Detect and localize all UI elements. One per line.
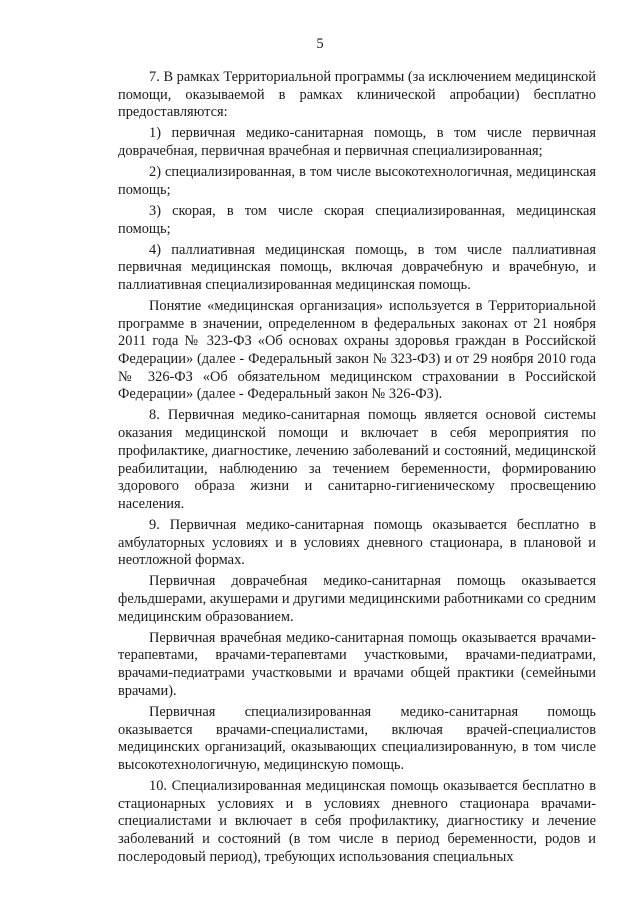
page-number: 5 <box>316 36 324 52</box>
paragraph-medical-care: Первичная врачебная медико-санитарная помощь оказывается врачами-терапевтами, врачами-терапевтами участковыми, врачами-педиатрами, врачами-педиатрами участковыми и врачами общей практики (семейными врачами). <box>118 629 596 699</box>
paragraph-subitem-1: 1) первичная медико-санитарная помощь, в том числе первичная доврачебная, первичная врачебная и первичная специализированная; <box>118 125 596 160</box>
paragraph-specialized-primary-care: Первичная специализированная медико-санитарная помощь оказывается врачами-специалистами, включая врачей-специалистов медицинских организаций, оказывающих специализированную, в том числе высокотехнологичную, медицинскую помощь. <box>118 703 596 773</box>
paragraph-item-8: 8. Первичная медико-санитарная помощь является основой системы оказания медицинской помощи и включает в себя мероприятия по профилактике, диагностике, лечению заболеваний и состояний, медицинской реабилитации, наблюдению за течением беременности, формированию здорового образа жизни и санитарно-гигиеническому просвещению населения. <box>118 407 596 512</box>
paragraph-item-7: 7. В рамках Территориальной программы (за исключением медицинской помощи, оказываемой в рамках клинической апробации) бесплатно предоставляются: <box>118 69 596 121</box>
paragraph-subitem-2: 2) специализированная, в том числе высокотехнологичная, медицинская помощь; <box>118 164 596 198</box>
paragraph-pre-medical-care: Первичная доврачебная медико-санитарная помощь оказывается фельдшерами, акушерами и другими медицинскими работниками со средним медицинским образованием. <box>118 573 596 625</box>
paragraph-subitem-4: 4) паллиативная медицинская помощь, в том числе паллиативная первичная медицинская помощь, включая доврачебную и врачебную, и паллиативная специализированная медицинская помощь. <box>118 241 596 293</box>
paragraph-definition: Понятие «медицинская организация» используется в Территориальной программе в значении, определенном в федеральных законах от 21 ноября 2011 года № 323-ФЗ «Об основах охраны здоровья граждан в Российской Федерации» (далее - Федеральный закон № 323-ФЗ) и от 29 ноября 2010 года № 326-ФЗ «Об обязательном медицинском страховании в Российской Федерации» (далее - Федеральный закон № 326-ФЗ). <box>118 297 596 403</box>
document-body <box>118 69 596 870</box>
paragraph-item-9: 9. Первичная медико-санитарная помощь оказывается бесплатно в амбулаторных условиях и в условиях дневного стационара, в плановой и неотложной формах. <box>118 516 596 569</box>
paragraph-item-10: 10. Специализированная медицинская помощь оказывается бесплатно в стационарных условиях и в условиях дневного стационара врачами-специалистами и включает в себя профилактику, диагностику и лечение заболеваний и состояний (в том числе в период беременности, родов и послеродовый период), требующих использования специальных <box>118 777 596 865</box>
paragraph-subitem-3: 3) скорая, в том числе скорая специализированная, медицинская помощь; <box>118 202 596 237</box>
